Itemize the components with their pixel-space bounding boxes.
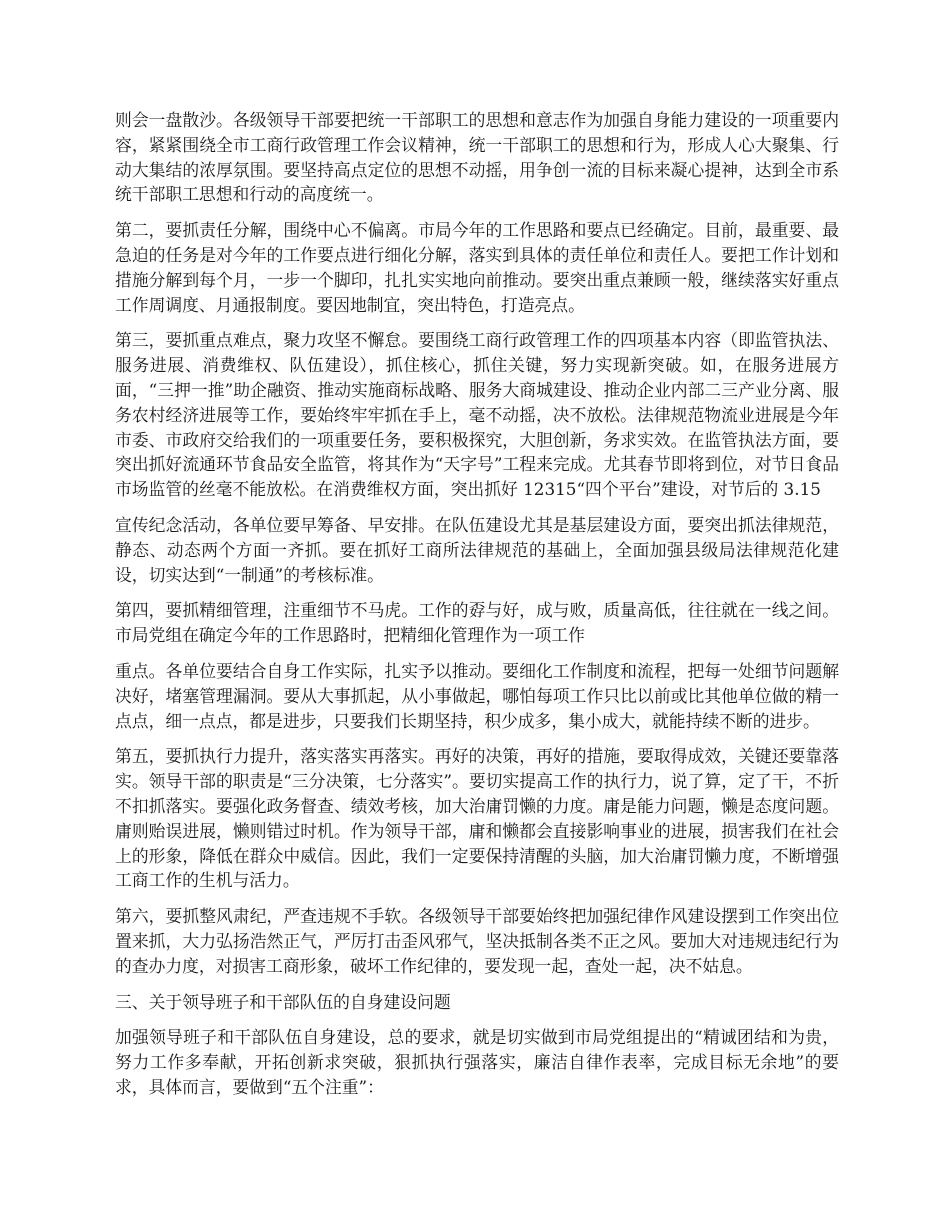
paragraph-team-building-requirements: 加强领导班子和干部队伍自身建设，总的要求，就是切实做到市局党组提出的“精诚团结和为贵，努力工作多奉献，开拓创新求突破，狠抓执行强落实，廉洁自律作表率，完成目标无余地”的要求，具体而言，要做到“五个注重”：	[115, 1027, 839, 1097]
paragraph-unity: 则会一盘散沙。各级领导干部要把统一干部职工的思想和意志作为加强自身能力建设的一项重要内容，紧紧围绕全市工商行政管理工作会议精神，统一干部职工的思想和行为，形成人心大聚集、行动大集结的浓厚氛围。要坚持高点定位的思想不动摇，用争创一流的目标来凝心提神，达到全市系统干部职工思想和行动的高度统一。	[115, 110, 839, 205]
paragraph-third-key-difficulties: 第三，要抓重点难点，聚力攻坚不懈怠。要围绕工商行政管理工作的四项基本内容（即监管执法、服务进展、消费维权、队伍建设），抓住核心，抓住关键，努力实现新突破。如，在服务进展方面，“三押一推”助企融资、推动实施商标战略、服务大商城建设、推动企业内部二三产业分离、服务农村经济进展等工作，要始终牢牢抓在手上，毫不动摇，决不放松。法律规范物流业进展是今年市委、市政府交给我们的一项重要任务，要积极探究，大胆创新，务求实效。在监管执法方面，要突出抓好流通环节食品安全监管，将其作为“天字号”工程来完成。尤其春节即将到位，对节日食品市场监管的丝毫不能放松。在消费维权方面，突出抓好 12315“四个平台”建设，对节后的 3.15	[115, 330, 839, 500]
paragraph-publicity-continuation: 宣传纪念活动，各单位要早筹备、早安排。在队伍建设尤其是基层建设方面，要突出抓法律规范，静态、动态两个方面一齐抓。要在抓好工商所法律规范的基础上，全面加强县级局法律规范化建设，切实达到“一制通”的考核标准。	[115, 514, 839, 585]
paragraph-fourth-fine-management: 第四，要抓精细管理，注重细节不马虎。工作的孬与好，成与败，质量高低，往往就在一线之间。市局党组在确定今年的工作思路时，把精细化管理作为一项工作	[115, 600, 839, 646]
paragraph-key-point-continuation: 重点。各单位要结合自身工作实际，扎实予以推动。要细化工作制度和流程，把每一处细节问题解决好，堵塞管理漏洞。要从大事抓起，从小事做起，哪怕每项工作只比以前或比其他单位做的精一点点，细一点点，都是进步，只要我们长期坚持，积少成多，集小成大，就能持续不断的进步。	[115, 660, 839, 731]
paragraph-second-responsibility: 第二，要抓责任分解，围绕中心不偏离。市局今年的工作思路和要点已经确定。目前，最重要、最急迫的任务是对今年的工作要点进行细化分解，落实到具体的责任单位和责任人。要把工作计划和措施分解到每个月，一步一个脚印，扎扎实实地向前推动。要突出重点兼顾一般，继续落实好重点工作周调度、月通报制度。要因地制宜，突出特色，打造亮点。	[115, 220, 839, 315]
section-heading-team-building: 三、关于领导班子和干部队伍的自身建设问题	[115, 991, 451, 1012]
paragraph-fifth-execution: 第五，要抓执行力提升，落实落实再落实。再好的决策，再好的措施，要取得成效，关键还要靠落实。领导干部的职责是“三分决策，七分落实”。要切实提高工作的执行力，说了算，定了干，不折不扣抓落实。要强化政务督查、绩效考核，加大治庸罚懒的力度。庸是能力问题，懒是态度问题。庸则贻误进展，懒则错过时机。作为领导干部，庸和懒都会直接影响事业的进展，损害我们在社会上的形象，降低在群众中威信。因此，我们一定要保持清醒的头脑，加大治庸罚懒力度，不断增强工商工作的生机与活力。	[115, 746, 839, 891]
document-page	[115, 108, 839, 1111]
paragraph-sixth-discipline: 第六，要抓整风肃纪，严查违规不手软。各级领导干部要始终把加强纪律作风建设摆到工作突出位置来抓，大力弘扬浩然正气，严厉打击歪风邪气，坚决抵制各类不正之风。要加大对违规违纪行为的查办力度，对损害工商形象，破坏工作纪律的，要发现一起，查处一起，决不姑息。	[115, 906, 839, 976]
